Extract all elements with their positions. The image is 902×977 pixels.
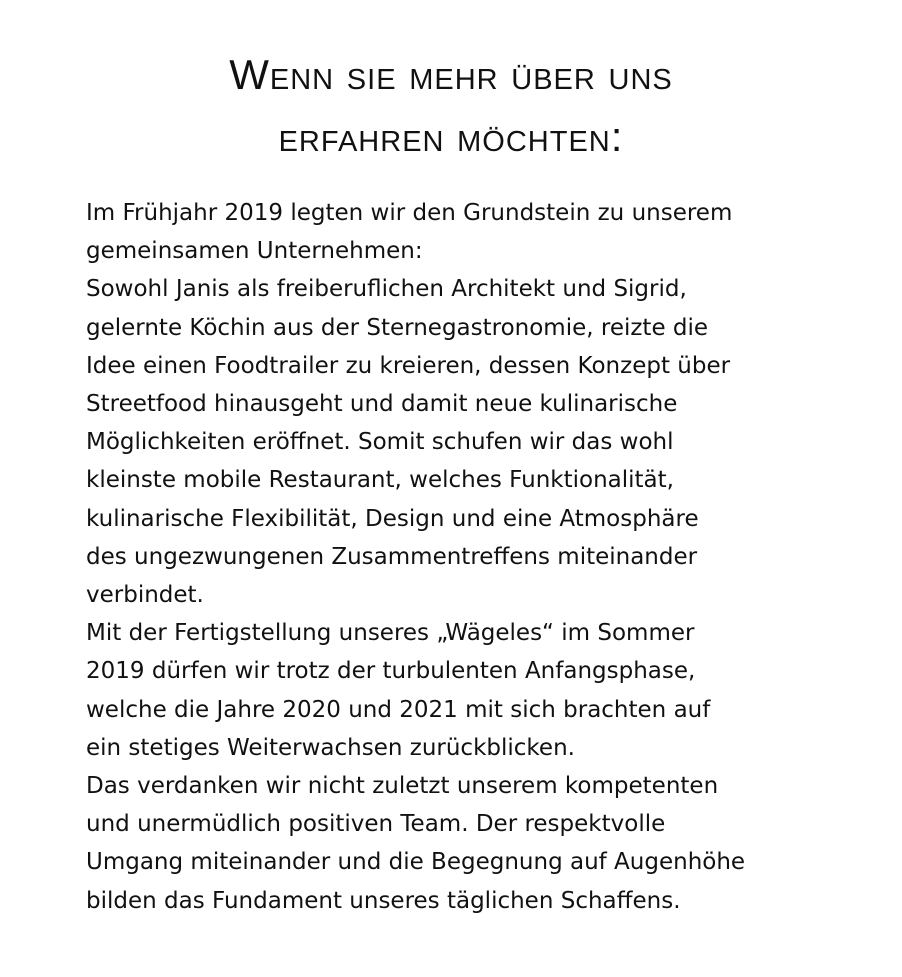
heading-line-1: Wenn sie mehr über uns (229, 51, 673, 98)
text-line: Sowohl Janis als freiberuflichen Architekt und Sigrid, (86, 276, 687, 303)
text-line: bilden das Fundament unseres täglichen Schaffens. (86, 887, 681, 914)
text-line: Mit der Fertigstellung unseres „Wägeles“ im Sommer (86, 620, 695, 647)
text-line: kulinarische Flexibilität, Design und eine Atmosphäre (86, 505, 699, 532)
text-line: gelernte Köchin aus der Sternegastronomie, reizte die (86, 314, 709, 341)
text-line: verbindet. (86, 582, 204, 609)
text-line: kleinste mobile Restaurant, welches Funktionalität, (86, 467, 674, 494)
text-line: gemeinsamen Unternehmen: (86, 238, 423, 265)
text-line: 2019 dürfen wir trotz der turbulenten Anfangsphase, (86, 658, 696, 685)
text-line: Das verdanken wir nicht zuletzt unserem kompetenten (86, 773, 719, 800)
page-heading (0, 44, 902, 168)
text-line: welche die Jahre 2020 und 2021 mit sich brachten auf (86, 696, 711, 723)
text-line: Streetfood hinausgeht und damit neue kulinarische (86, 391, 678, 418)
text-line: des ungezwungenen Zusammentreffens miteinander (86, 543, 698, 570)
text-line: Umgang miteinander und die Begegnung auf Augenhöhe (86, 849, 746, 876)
text-line: Im Frühjahr 2019 legten wir den Grundstein zu unserem (86, 200, 733, 226)
text-line: und unermüdlich positiven Team. Der respektvolle (86, 811, 666, 838)
text-line: ein stetiges Weiterwachsen zurückblicken. (86, 734, 575, 761)
about-paragraph (86, 194, 826, 920)
heading-line-2: erfahren möchten: (278, 113, 624, 160)
text-line: Idee einen Foodtrailer zu kreieren, dessen Konzept über (86, 352, 731, 379)
text-line: Möglichkeiten eröffnet. Somit schufen wir das wohl (86, 429, 674, 456)
